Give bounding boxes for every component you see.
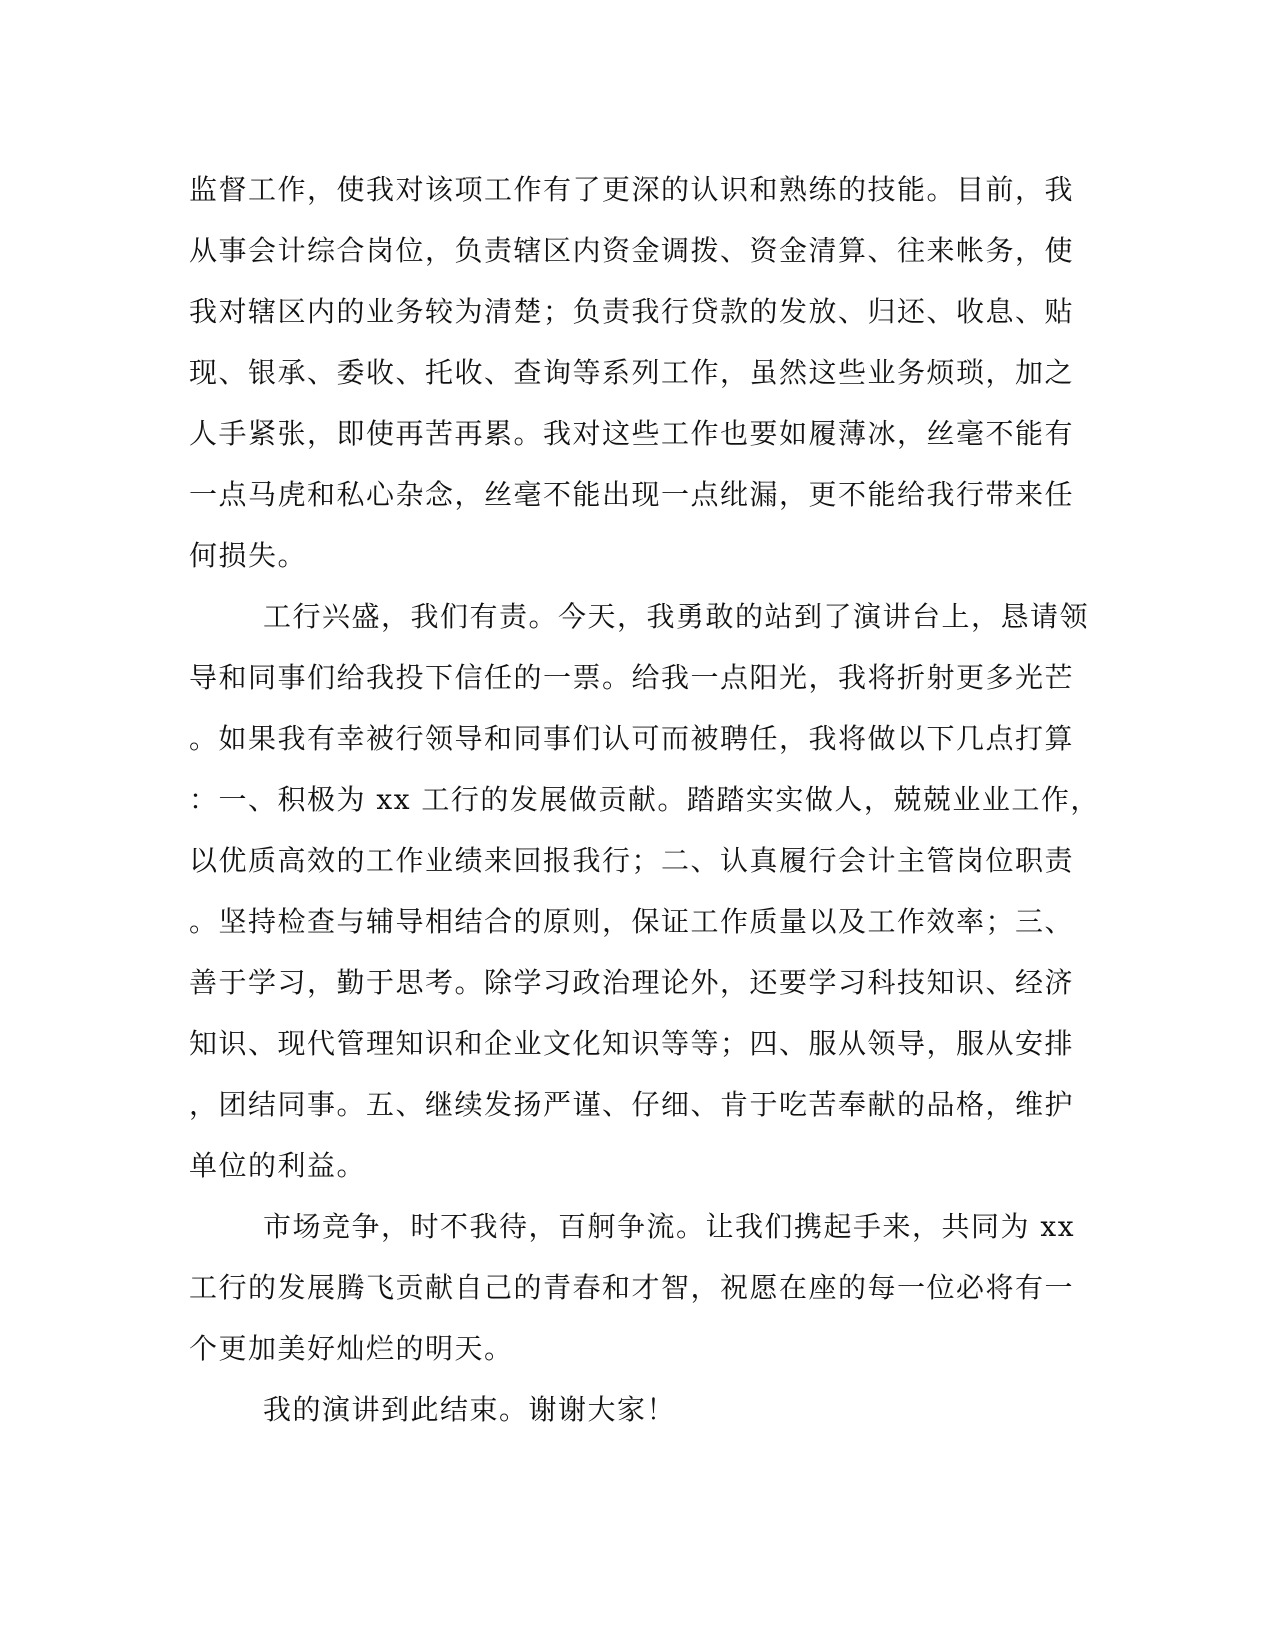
paragraph-line: 市场竞争，时不我待，百舸争流。让我们携起手来，共同为 xx xyxy=(263,1210,1075,1243)
paragraph-line: 一点马虎和私心杂念，丝毫不能出现一点纰漏，更不能给我行带来任 xyxy=(189,478,1075,511)
paragraph-line: 工行的发展腾飞贡献自己的青春和才智，祝愿在座的每一位必将有一 xyxy=(189,1271,1075,1304)
paragraph-line: 何损失。 xyxy=(189,539,308,572)
paragraph-line: 人手紧张，即使再苦再累。我对这些工作也要如履薄冰，丝毫不能有 xyxy=(189,417,1075,450)
paragraph-line: 单位的利益。 xyxy=(189,1149,367,1182)
paragraph-line: 善于学习，勤于思考。除学习政治理论外，还要学习科技知识、经济 xyxy=(189,966,1075,999)
paragraph-line: ，团结同事。五、继续发扬严谨、仔细、肯于吃苦奉献的品格，维护 xyxy=(189,1088,1075,1121)
paragraph-line: 知识、现代管理知识和企业文化知识等等；四、服从领导，服从安排 xyxy=(189,1027,1075,1060)
paragraph-line: 我的演讲到此结束。谢谢大家！ xyxy=(263,1393,677,1426)
paragraph-line: 现、银承、委收、托收、查询等系列工作，虽然这些业务烦琐，加之 xyxy=(189,356,1075,389)
paragraph-line: 从事会计综合岗位，负责辖区内资金调拨、资金清算、往来帐务，使 xyxy=(189,234,1075,267)
paragraph-line: 导和同事们给我投下信任的一票。给我一点阳光，我将折射更多光芒 xyxy=(189,661,1075,694)
speech-text xyxy=(189,159,1100,1440)
paragraph-line: 监督工作，使我对该项工作有了更深的认识和熟练的技能。目前，我 xyxy=(189,173,1075,206)
paragraph-line: 我对辖区内的业务较为清楚；负责我行贷款的发放、归还、收息、贴 xyxy=(189,295,1075,328)
paragraph-line: 工行兴盛，我们有责。今天，我勇敢的站到了演讲台上，恳请领 xyxy=(263,600,1090,633)
paragraph-line: 。坚持检查与辅导相结合的原则，保证工作质量以及工作效率；三、 xyxy=(189,905,1075,938)
paragraph-line: 。如果我有幸被行领导和同事们认可而被聘任，我将做以下几点打算 xyxy=(189,722,1075,755)
paragraph-line: 个更加美好灿烂的明天。 xyxy=(189,1332,514,1365)
paragraph-line: 以优质高效的工作业绩来回报我行；二、认真履行会计主管岗位职责 xyxy=(189,844,1075,877)
paragraph-line: ：一、积极为 xx 工行的发展做贡献。踏踏实实做人，兢兢业业工作， xyxy=(189,783,1100,816)
